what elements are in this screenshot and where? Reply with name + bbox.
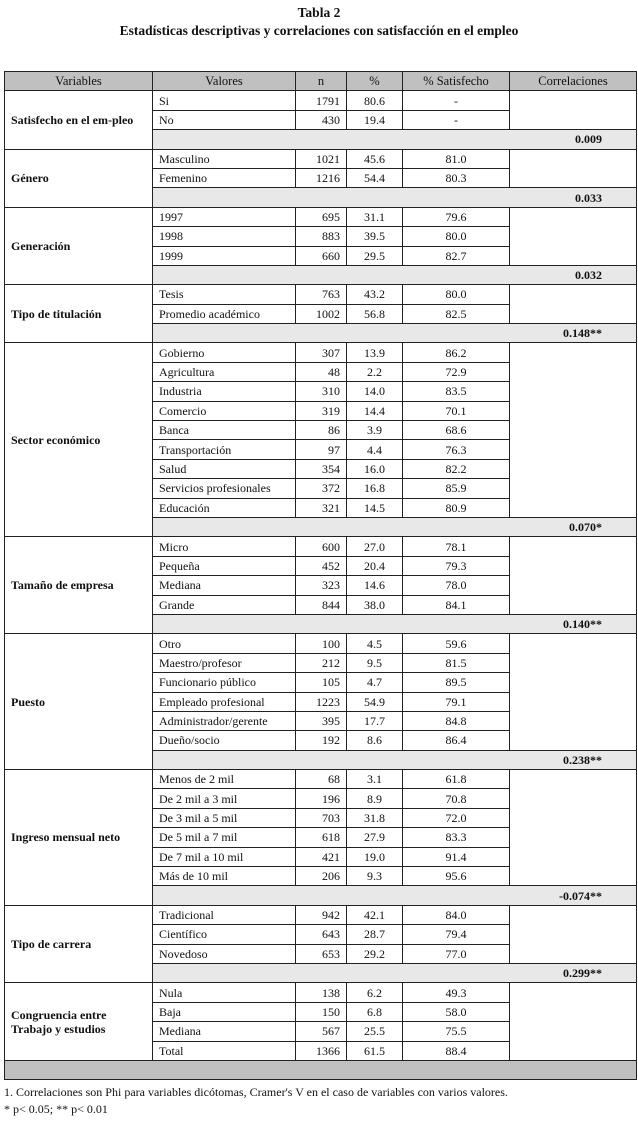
satisfied-cell: 75.5 — [403, 1022, 510, 1041]
satisfied-cell: - — [403, 91, 510, 110]
value-cell: De 7 mil a 10 mil — [153, 847, 296, 866]
value-cell: Agricultura — [153, 362, 296, 381]
percent-cell: 39.5 — [347, 227, 403, 246]
column-header: Valores — [153, 72, 296, 91]
satisfied-cell: 95.6 — [403, 867, 510, 886]
percent-cell: 14.6 — [347, 576, 403, 595]
n-cell: 421 — [296, 847, 347, 866]
percent-cell: 14.4 — [347, 401, 403, 420]
n-cell: 105 — [296, 673, 347, 692]
percent-cell: 3.1 — [347, 770, 403, 789]
n-cell: 321 — [296, 498, 347, 517]
n-cell: 1216 — [296, 168, 347, 187]
satisfied-cell: 83.3 — [403, 828, 510, 847]
correlation-value: 0.032 — [153, 265, 637, 284]
percent-cell: 9.5 — [347, 653, 403, 672]
table-row — [5, 91, 637, 110]
satisfied-cell: - — [403, 110, 510, 129]
percent-cell: 4.5 — [347, 634, 403, 653]
percent-cell: 43.2 — [347, 285, 403, 304]
percent-cell: 14.0 — [347, 382, 403, 401]
percent-cell: 8.6 — [347, 731, 403, 750]
value-cell: Menos de 2 mil — [153, 770, 296, 789]
value-cell: Micro — [153, 537, 296, 556]
n-cell: 310 — [296, 382, 347, 401]
satisfied-cell: 82.7 — [403, 246, 510, 265]
percent-cell: 31.1 — [347, 207, 403, 226]
satisfied-cell: 77.0 — [403, 944, 510, 963]
satisfied-cell: 80.3 — [403, 168, 510, 187]
n-cell: 319 — [296, 401, 347, 420]
percent-cell: 8.9 — [347, 789, 403, 808]
variable-cell: Puesto — [5, 634, 153, 770]
percent-cell: 31.8 — [347, 808, 403, 827]
variable-cell: Satisfecho en el em-pleo — [5, 91, 153, 149]
correlation-blank-cell — [510, 634, 637, 750]
percent-cell: 54.4 — [347, 168, 403, 187]
percent-cell: 45.6 — [347, 149, 403, 168]
satisfied-cell: 79.4 — [403, 925, 510, 944]
n-cell: 206 — [296, 867, 347, 886]
percent-cell: 42.1 — [347, 905, 403, 924]
value-cell: Servicios profesionales — [153, 479, 296, 498]
percent-cell: 27.0 — [347, 537, 403, 556]
n-cell: 138 — [296, 983, 347, 1002]
table-row — [5, 343, 637, 362]
percent-cell: 27.9 — [347, 828, 403, 847]
value-cell: Femenino — [153, 168, 296, 187]
satisfied-cell: 88.4 — [403, 1041, 510, 1060]
value-cell: Pequeña — [153, 556, 296, 575]
value-cell: Administrador/gerente — [153, 711, 296, 730]
satisfied-cell: 70.1 — [403, 401, 510, 420]
satisfied-cell: 89.5 — [403, 673, 510, 692]
satisfied-cell: 84.1 — [403, 595, 510, 614]
correlation-value: 0.299** — [153, 963, 637, 982]
n-cell: 212 — [296, 653, 347, 672]
value-cell: Mediana — [153, 576, 296, 595]
n-cell: 395 — [296, 711, 347, 730]
value-cell: Salud — [153, 459, 296, 478]
satisfied-cell: 79.6 — [403, 207, 510, 226]
correlation-blank-cell — [510, 770, 637, 886]
correlation-value: 0.140** — [153, 614, 637, 633]
correlation-value: 0.070* — [153, 517, 637, 536]
value-cell: 1998 — [153, 227, 296, 246]
value-cell: Maestro/profesor — [153, 653, 296, 672]
n-cell: 1002 — [296, 304, 347, 323]
n-cell: 844 — [296, 595, 347, 614]
satisfied-cell: 78.0 — [403, 576, 510, 595]
n-cell: 660 — [296, 246, 347, 265]
variable-cell: Sector económico — [5, 343, 153, 537]
percent-cell: 6.2 — [347, 983, 403, 1002]
value-cell: Promedio académico — [153, 304, 296, 323]
satisfied-cell: 80.9 — [403, 498, 510, 517]
value-cell: Novedoso — [153, 944, 296, 963]
value-cell: No — [153, 110, 296, 129]
n-cell: 68 — [296, 770, 347, 789]
percent-cell: 16.8 — [347, 479, 403, 498]
table-row — [5, 149, 637, 168]
value-cell: Nula — [153, 983, 296, 1002]
satisfied-cell: 86.2 — [403, 343, 510, 362]
value-cell: Dueño/socio — [153, 731, 296, 750]
correlation-blank-cell — [510, 207, 637, 265]
value-cell: De 3 mil a 5 mil — [153, 808, 296, 827]
percent-cell: 16.0 — [347, 459, 403, 478]
correlation-blank-cell — [510, 285, 637, 324]
table-title: Tabla 2 — [297, 5, 341, 20]
variable-cell: Congruencia entre Trabajo y estudios — [5, 983, 153, 1061]
value-cell: Gobierno — [153, 343, 296, 362]
value-cell: Empleado profesional — [153, 692, 296, 711]
value-cell: Transportación — [153, 440, 296, 459]
correlation-value: 0.148** — [153, 324, 637, 343]
value-cell: Banca — [153, 421, 296, 440]
percent-cell: 6.8 — [347, 1002, 403, 1021]
value-cell: Otro — [153, 634, 296, 653]
n-cell: 567 — [296, 1022, 347, 1041]
table-row — [5, 285, 637, 304]
percent-cell: 38.0 — [347, 595, 403, 614]
table-row — [5, 634, 637, 653]
value-cell: Industria — [153, 382, 296, 401]
satisfied-cell: 80.0 — [403, 227, 510, 246]
value-cell: 1999 — [153, 246, 296, 265]
satisfied-cell: 76.3 — [403, 440, 510, 459]
correlation-blank-cell — [510, 983, 637, 1061]
n-cell: 763 — [296, 285, 347, 304]
satisfied-cell: 72.0 — [403, 808, 510, 827]
value-cell: 1997 — [153, 207, 296, 226]
variable-cell: Generación — [5, 207, 153, 285]
variable-cell: Ingreso mensual neto — [5, 770, 153, 906]
value-cell: Mediana — [153, 1022, 296, 1041]
satisfied-cell: 58.0 — [403, 1002, 510, 1021]
footnote-significance: * p< 0.05; ** p< 0.01 — [4, 1102, 108, 1116]
n-cell: 354 — [296, 459, 347, 478]
variable-cell: Tipo de carrera — [5, 905, 153, 983]
percent-cell: 20.4 — [347, 556, 403, 575]
footnote-correlations: 1. Correlaciones son Phi para variables dicótomas, Cramer's V en el caso de variables con varios valores. — [4, 1085, 508, 1099]
n-cell: 100 — [296, 634, 347, 653]
satisfied-cell: 70.8 — [403, 789, 510, 808]
satisfied-cell: 81.5 — [403, 653, 510, 672]
value-cell: Más de 10 mil — [153, 867, 296, 886]
satisfied-cell: 79.1 — [403, 692, 510, 711]
satisfied-cell: 59.6 — [403, 634, 510, 653]
variable-cell: Tamaño de empresa — [5, 537, 153, 634]
n-cell: 86 — [296, 421, 347, 440]
value-cell: Tradicional — [153, 905, 296, 924]
satisfied-cell: 84.0 — [403, 905, 510, 924]
n-cell: 600 — [296, 537, 347, 556]
n-cell: 372 — [296, 479, 347, 498]
correlation-blank-cell — [510, 91, 637, 130]
percent-cell: 13.9 — [347, 343, 403, 362]
variable-cell: Tipo de titulación — [5, 285, 153, 343]
satisfied-cell: 82.2 — [403, 459, 510, 478]
satisfied-cell: 61.8 — [403, 770, 510, 789]
percent-cell: 29.2 — [347, 944, 403, 963]
column-header: n — [296, 72, 347, 91]
n-cell: 452 — [296, 556, 347, 575]
final-gray-cell — [5, 1060, 637, 1079]
satisfied-cell: 82.5 — [403, 304, 510, 323]
value-cell: Masculino — [153, 149, 296, 168]
value-cell: De 2 mil a 3 mil — [153, 789, 296, 808]
correlation-blank-cell — [510, 149, 637, 188]
satisfied-cell: 79.3 — [403, 556, 510, 575]
value-cell: Tesis — [153, 285, 296, 304]
correlation-blank-cell — [510, 537, 637, 615]
n-cell: 323 — [296, 576, 347, 595]
satisfied-cell: 84.8 — [403, 711, 510, 730]
correlation-value: 0.238** — [153, 750, 637, 769]
percent-cell: 4.7 — [347, 673, 403, 692]
column-header: Correlaciones — [510, 72, 637, 91]
n-cell: 942 — [296, 905, 347, 924]
satisfied-cell: 86.4 — [403, 731, 510, 750]
n-cell: 1366 — [296, 1041, 347, 1060]
column-header: % — [347, 72, 403, 91]
satisfied-cell: 68.6 — [403, 421, 510, 440]
percent-cell: 61.5 — [347, 1041, 403, 1060]
value-cell: Total — [153, 1041, 296, 1060]
value-cell: Grande — [153, 595, 296, 614]
percent-cell: 9.3 — [347, 867, 403, 886]
n-cell: 883 — [296, 227, 347, 246]
value-cell: Funcionario público — [153, 673, 296, 692]
percent-cell: 3.9 — [347, 421, 403, 440]
n-cell: 430 — [296, 110, 347, 129]
n-cell: 695 — [296, 207, 347, 226]
satisfied-cell: 78.1 — [403, 537, 510, 556]
table-row — [5, 770, 637, 789]
correlation-blank-cell — [510, 343, 637, 518]
n-cell: 150 — [296, 1002, 347, 1021]
satisfied-cell: 80.0 — [403, 285, 510, 304]
table-row — [5, 207, 637, 226]
n-cell: 192 — [296, 731, 347, 750]
variable-cell: Género — [5, 149, 153, 207]
correlation-value: 0.009 — [153, 130, 637, 149]
percent-cell: 19.0 — [347, 847, 403, 866]
percent-cell: 28.7 — [347, 925, 403, 944]
table-subtitle: Estadísticas descriptivas y correlaciones con satisfacción en el empleo — [119, 23, 519, 38]
value-cell: De 5 mil a 7 mil — [153, 828, 296, 847]
value-cell: Baja — [153, 1002, 296, 1021]
percent-cell: 2.2 — [347, 362, 403, 381]
correlation-blank-cell — [510, 905, 637, 963]
satisfied-cell: 91.4 — [403, 847, 510, 866]
satisfied-cell: 72.9 — [403, 362, 510, 381]
header-row — [5, 72, 637, 91]
correlation-value: -0.074** — [153, 886, 637, 905]
satisfied-cell: 49.3 — [403, 983, 510, 1002]
value-cell: Comercio — [153, 401, 296, 420]
value-cell: Educación — [153, 498, 296, 517]
n-cell: 48 — [296, 362, 347, 381]
percent-cell: 29.5 — [347, 246, 403, 265]
percent-cell: 19.4 — [347, 110, 403, 129]
n-cell: 196 — [296, 789, 347, 808]
n-cell: 1021 — [296, 149, 347, 168]
n-cell: 97 — [296, 440, 347, 459]
column-header: % Satisfecho — [403, 72, 510, 91]
percent-cell: 14.5 — [347, 498, 403, 517]
n-cell: 653 — [296, 944, 347, 963]
percent-cell: 17.7 — [347, 711, 403, 730]
satisfied-cell: 85.9 — [403, 479, 510, 498]
percent-cell: 80.6 — [347, 91, 403, 110]
n-cell: 618 — [296, 828, 347, 847]
column-header: Variables — [5, 72, 153, 91]
value-cell: Científico — [153, 925, 296, 944]
table-row — [5, 537, 637, 556]
table-row — [5, 905, 637, 924]
percent-cell: 54.9 — [347, 692, 403, 711]
statistics-table — [4, 71, 637, 1080]
percent-cell: 4.4 — [347, 440, 403, 459]
percent-cell: 56.8 — [347, 304, 403, 323]
n-cell: 1791 — [296, 91, 347, 110]
n-cell: 1223 — [296, 692, 347, 711]
final-row — [5, 1060, 637, 1079]
n-cell: 703 — [296, 808, 347, 827]
table-row — [5, 983, 637, 1002]
n-cell: 307 — [296, 343, 347, 362]
satisfied-cell: 83.5 — [403, 382, 510, 401]
value-cell: Si — [153, 91, 296, 110]
percent-cell: 25.5 — [347, 1022, 403, 1041]
correlation-value: 0.033 — [153, 188, 637, 207]
n-cell: 643 — [296, 925, 347, 944]
satisfied-cell: 81.0 — [403, 149, 510, 168]
